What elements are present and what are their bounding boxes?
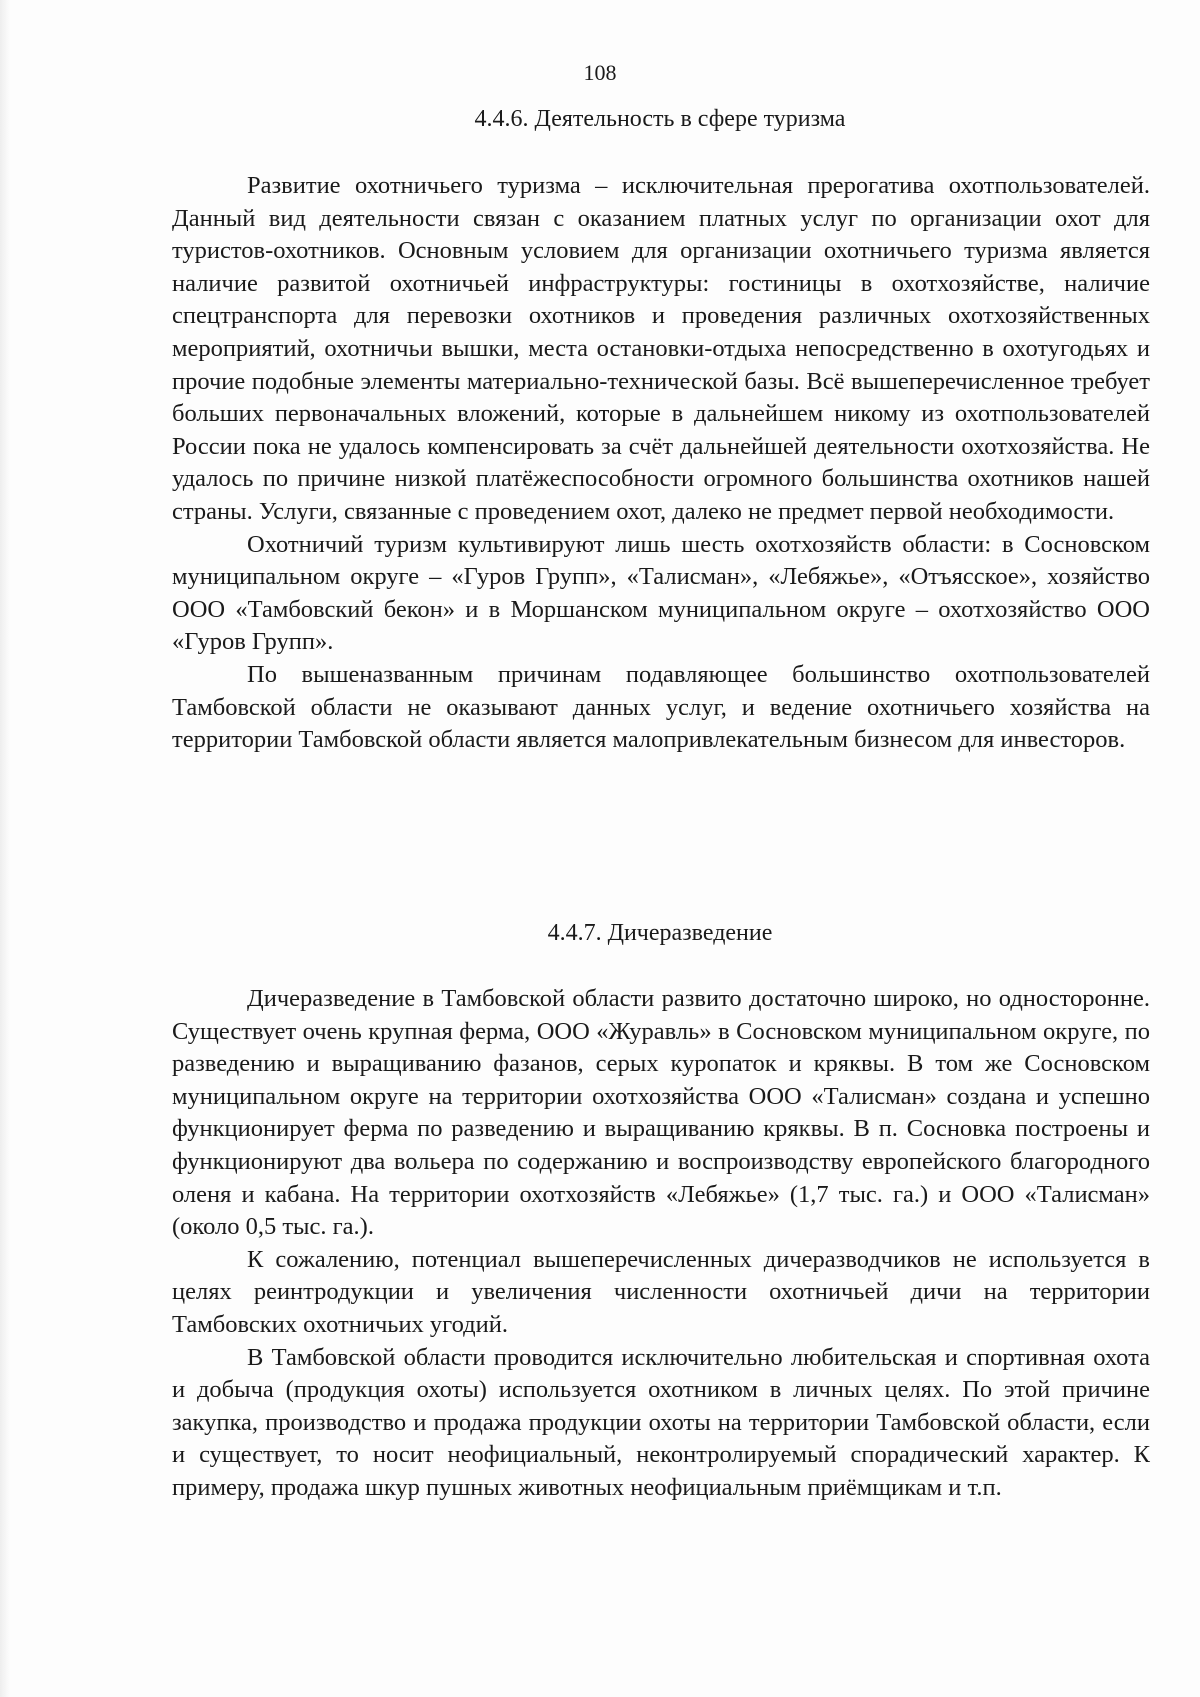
page-number: 108 [583, 60, 617, 85]
scan-edge [0, 0, 10, 1697]
paragraph: Развитие охотничьего туризма – исключительная прерогатива охотпользователей. Данный вид деятельности связан с оказанием платных услуг по организации охот для туристов-охотников. Основным условием для организации охотничьего туризма является наличие развитой охотничьей инфраструктуры: гостиницы в охотхозяйстве, наличие спецтранспорта для перевозки охотников и проведения различных охотхозяйственных мероприятий, охотничьи вышки, места остановки-отдыха непосредственно в охотугодьях и прочие подобные элементы материально-технической базы. Всё вышеперечисленное требует больших первоначальных вложений, которые в дальнейшем никому из охотпользователей России пока не удалось компенсировать за счёт дальнейшей деятельности охотхозяйства. Не удалось по причине низкой платёжеспособности огромного большинства охотников нашей страны. Услуги, связанные с проведением охот, далеко не предмет первой необходимости. [172, 172, 1150, 525]
section-game-breeding-body [172, 983, 1150, 1505]
paragraph: Охотничий туризм культивируют лишь шесть охотхозяйств области: в Сосновском муниципальном округе – «Гуров Групп», «Талисман», «Лебяжье», «Отъясское», хозяйство ООО «Тамбовский бекон» и в Моршанском муниципальном округе – охотхозяйство ООО «Гуров Групп». [172, 530, 1150, 656]
section-tourism-body [172, 170, 1150, 757]
paragraph: Дичеразведение в Тамбовской области развито достаточно широко, но односторонне. Существует очень крупная ферма, ООО «Журавль» в Сосновском муниципальном округе, по разведению и выращиванию фазанов, серых куропаток и кряквы. В том же Сосновском муниципальном округе на территории охотхозяйства ООО «Талисман» создана и успешно функционирует ферма по разведению и выращиванию кряквы. В п. Сосновка построены и функционируют два вольера по содержанию и воспроизводству европейского благородного оленя и кабана. На территории охотхозяйств «Лебяжье» (1,7 тыс. га.) и ООО «Талисман» (около 0,5 тыс. га.). [172, 985, 1150, 1241]
section-heading-game-breeding: 4.4.7. Дичеразведение [547, 920, 773, 946]
paragraph: По вышеназванным причинам подавляющее большинство охотпользователей Тамбовской области не оказывают данных услуг, и ведение охотничьего хозяйства на территории Тамбовской области является малопривлекательным бизнесом для инвесторов. [172, 660, 1150, 754]
paragraph: В Тамбовской области проводится исключительно любительская и спортивная охота и добыча (продукция охоты) используется охотником в личных целях. По этой причине закупка, производство и продажа продукции охоты на территории Тамбовской области, если и существует, то носит неофициальный, неконтролируемый спорадический характер. К примеру, продажа шкур пушных животных неофициальным приёмщикам и т.п. [172, 1343, 1150, 1501]
section-heading-tourism: 4.4.6. Деятельность в сфере туризма [474, 106, 846, 132]
paragraph: К сожалению, потенциал вышеперечисленных дичеразводчиков не используется в целях реинтродукции и увеличения численности охотничьей дичи на территории Тамбовских охотничьих угодий. [172, 1245, 1150, 1338]
